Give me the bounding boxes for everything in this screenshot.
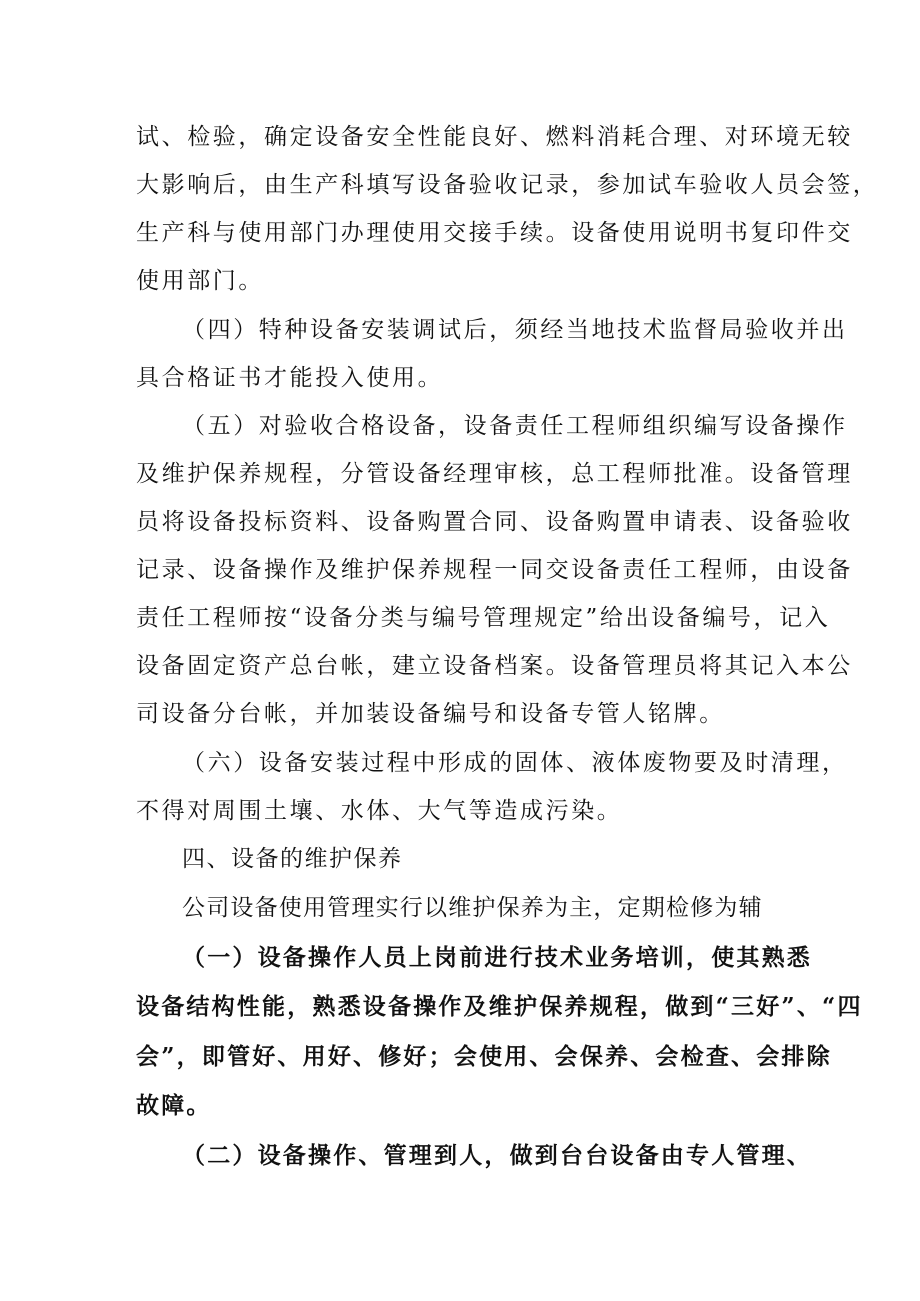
paragraph-line: （二）设备操作、管理到人，做到台台设备由专人管理、: [182, 1142, 812, 1169]
paragraph-line: 故障。: [136, 1092, 212, 1119]
paragraph-line: （四）特种设备安装调试后，须经当地技术监督局验收并出: [182, 317, 848, 343]
paragraph-line: 记录、设备操作及维护保养规程一同交设备责任工程师，由设备: [136, 557, 853, 583]
paragraph-line: （五）对验收合格设备，设备责任工程师组织编写设备操作: [182, 413, 848, 439]
paragraph-line: 及维护保养规程，分管设备经理审核，总工程师批准。设备管理: [136, 461, 853, 487]
paragraph-line: （六）设备安装过程中形成的固体、液体废物要及时清理，: [182, 750, 848, 776]
paragraph-line: 会”，即管好、用好、修好；会使用、会保养、会检查、会排除: [136, 1043, 832, 1070]
paragraph-line: 试、检验，确定设备安全性能良好、燃料消耗合理、对环境无较: [136, 124, 853, 150]
paragraph-line: 司设备分台帐，并加装设备编号和设备专管人铭牌。: [136, 701, 725, 727]
paragraph-line: 使用部门。: [136, 268, 264, 294]
paragraph-line: 大影响后，由生产科填写设备验收记录，参加试车验收人员会签，: [136, 172, 879, 198]
paragraph-line: 公司设备使用管理实行以维护保养为主，定期检修为辅: [182, 895, 763, 921]
paragraph-line: 具合格证书才能投入使用。: [136, 365, 444, 391]
paragraph-line: 员将设备投标资料、设备购置合同、设备购置申请表、设备验收: [136, 509, 853, 535]
paragraph-line: 不得对周围土壤、水体、大气等造成污染。: [136, 798, 623, 824]
paragraph-line: 设备结构性能，熟悉设备操作及维护保养规程，做到“三好”、“四: [136, 993, 863, 1020]
section-heading: 四、设备的维护保养: [182, 846, 403, 872]
paragraph-line: 设备固定资产总台帐，建立设备档案。设备管理员将其记入本公: [136, 653, 853, 679]
paragraph-line: （一）设备操作人员上岗前进行技术业务培训，使其熟悉: [182, 944, 812, 971]
paragraph-line: 生产科与使用部门办理使用交接手续。设备使用说明书复印件交: [136, 220, 853, 246]
paragraph-line: 责任工程师按“设备分类与编号管理规定”给出设备编号，记入: [136, 605, 831, 631]
